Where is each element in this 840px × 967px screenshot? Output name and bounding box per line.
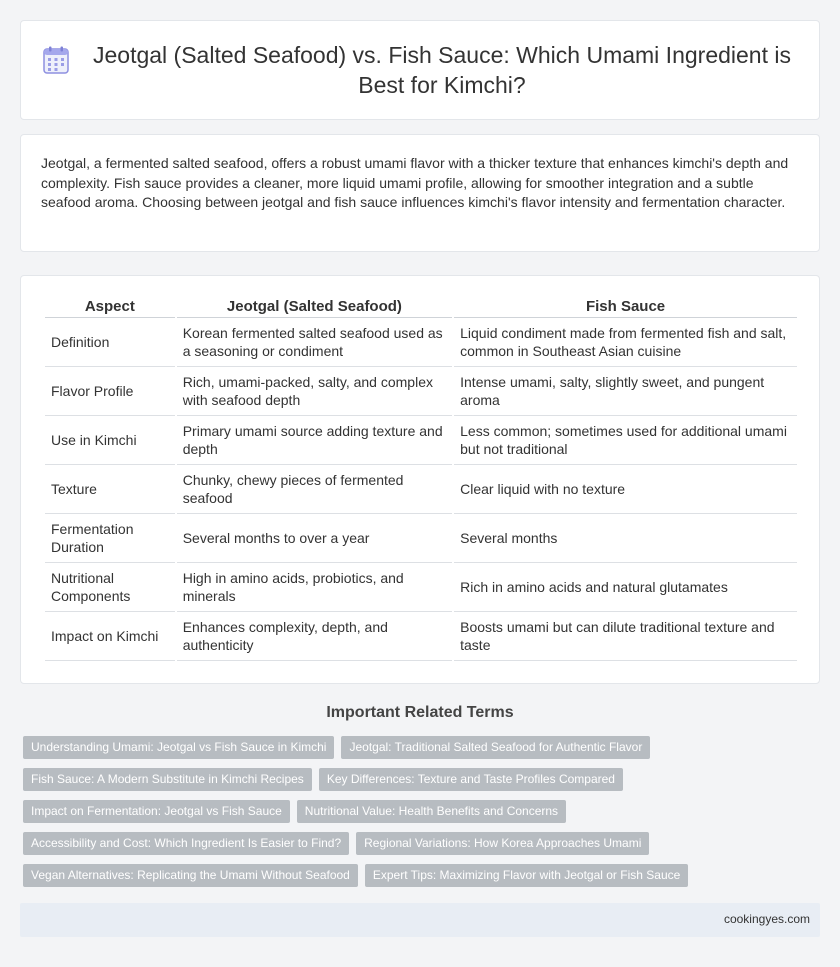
tag-row [23,736,823,759]
related-term-tag[interactable]: Accessibility and Cost: Which Ingredient Is Easier to Find? [23,832,349,855]
row-fish-sauce: Intense umami, salty, slightly sweet, and pungent aroma [454,367,797,416]
table-header-row [45,296,797,318]
tag-row [23,832,823,855]
table-row [45,318,797,367]
table-row [45,465,797,514]
table-row [45,367,797,416]
calendar-icon [43,46,69,74]
related-term-tag[interactable]: Nutritional Value: Health Benefits and Concerns [297,800,566,823]
tag-row [23,800,823,823]
row-fish-sauce: Clear liquid with no texture [454,465,797,514]
related-term-tag[interactable]: Regional Variations: How Korea Approaches Umami [356,832,649,855]
column-header-aspect: Aspect [45,296,175,318]
row-aspect: Fermentation Duration [45,514,175,563]
table-row [45,416,797,465]
row-jeotgal: Rich, umami-packed, salty, and complex with seafood depth [177,367,452,416]
footer-site-name: cookingyes.com [723,912,810,926]
page-title: Jeotgal (Salted Seafood) vs. Fish Sauce: Which Umami Ingredient is Best for Kimchi? [93,42,791,98]
row-fish-sauce: Less common; sometimes used for additional umami but not traditional [454,416,797,465]
related-term-tag[interactable]: Fish Sauce: A Modern Substitute in Kimchi Recipes [23,768,312,791]
comparison-card [20,275,820,684]
row-jeotgal: High in amino acids, probiotics, and minerals [177,563,452,612]
related-term-tag[interactable]: Impact on Fermentation: Jeotgal vs Fish Sauce [23,800,290,823]
related-term-tag[interactable]: Key Differences: Texture and Taste Profiles Compared [319,768,623,791]
footer [20,903,820,937]
related-terms-list [23,736,823,896]
table-row [45,514,797,563]
related-term-tag[interactable]: Expert Tips: Maximizing Flavor with Jeotgal or Fish Sauce [365,864,688,887]
tag-row [23,768,823,791]
intro-card [20,134,820,252]
related-terms-title: Important Related Terms [326,704,514,721]
row-aspect: Impact on Kimchi [45,612,175,661]
related-term-tag[interactable]: Jeotgal: Traditional Salted Seafood for Authentic Flavor [341,736,650,759]
row-aspect: Use in Kimchi [45,416,175,465]
row-aspect: Flavor Profile [45,367,175,416]
header-card [20,20,820,120]
header [43,40,797,100]
row-fish-sauce: Rich in amino acids and natural glutamates [454,563,797,612]
comparison-table [43,296,799,661]
table-row [45,612,797,661]
row-jeotgal: Chunky, chewy pieces of fermented seafood [177,465,452,514]
row-jeotgal: Enhances complexity, depth, and authenticity [177,612,452,661]
row-aspect: Nutritional Components [45,563,175,612]
column-header-jeotgal: Jeotgal (Salted Seafood) [177,296,452,318]
intro-paragraph: Jeotgal, a fermented salted seafood, offers a robust umami flavor with a thicker texture that enhances kimchi's depth and complexity. Fish sauce provides a cleaner, more liquid umami profile, allowing for smoother integration and a subtle seafood aroma. Choosing between jeotgal and fish sauce influences kimchi's flavor intensity and fermentation character. [41,155,789,210]
row-fish-sauce: Several months [454,514,797,563]
row-fish-sauce: Boosts umami but can dilute traditional texture and taste [454,612,797,661]
row-aspect: Definition [45,318,175,367]
tag-row [23,864,823,887]
related-term-tag[interactable]: Vegan Alternatives: Replicating the Umami Without Seafood [23,864,358,887]
row-jeotgal: Primary umami source adding texture and depth [177,416,452,465]
column-header-fish-sauce: Fish Sauce [454,296,797,318]
related-term-tag[interactable]: Understanding Umami: Jeotgal vs Fish Sauce in Kimchi [23,736,334,759]
row-jeotgal: Korean fermented salted seafood used as a seasoning or condiment [177,318,452,367]
row-fish-sauce: Liquid condiment made from fermented fish and salt, common in Southeast Asian cuisine [454,318,797,367]
row-jeotgal: Several months to over a year [177,514,452,563]
row-aspect: Texture [45,465,175,514]
table-row [45,563,797,612]
